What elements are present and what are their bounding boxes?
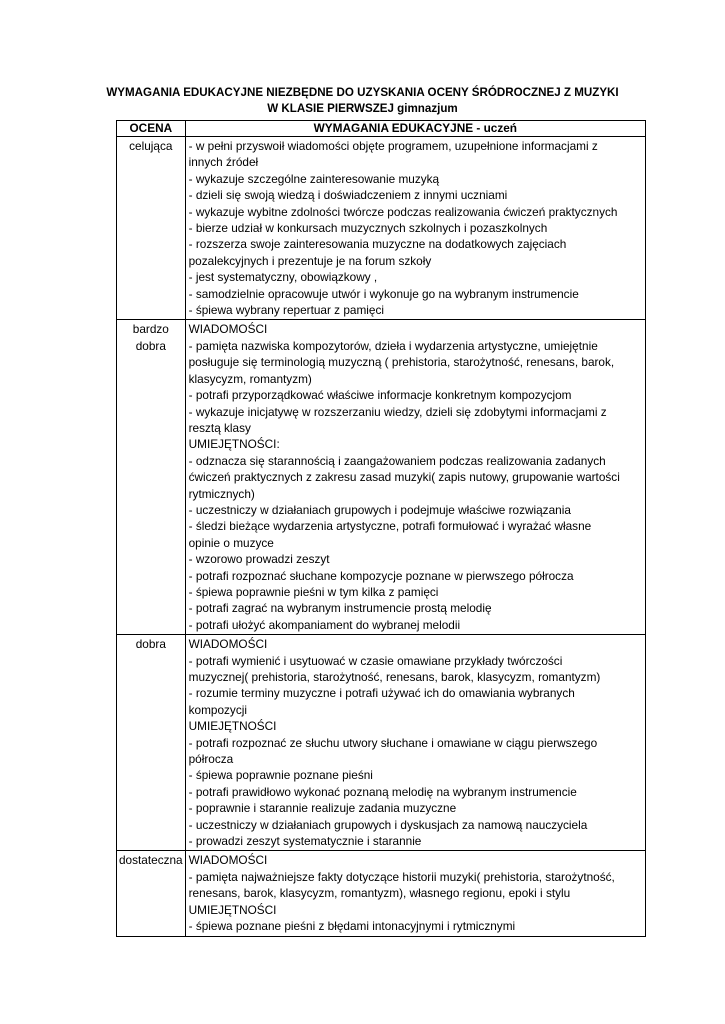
table-row [117,320,646,635]
document-title [100,85,625,117]
requirement-line: renesans, barok, klasycyzm, romantyzm), własnego regionu, epoki i stylu [188,886,571,901]
requirements-cell [185,635,645,851]
requirement-line: - śpiewa poprawnie pieśni w tym kilka z pamięci [188,584,439,599]
header-requirements: WYMAGANIA EDUKACYJNE - uczeń [185,121,645,137]
requirement-line: - rozszerza swoje zainteresowania muzyczne na dodatkowych zajęciach [188,237,567,252]
requirement-line: WIADOMOŚCI [188,322,268,337]
requirement-line: - śpiewa poprawnie poznane pieśni [188,768,373,783]
requirement-line: - poprawnie i starannie realizuje zadania muzyczne [188,801,457,816]
requirement-line: - potrafi rozpoznać ze słuchu utwory słuchane i omawiane w ciągu pierwszego [188,735,598,750]
requirement-line: - wykazuje szczególne zainteresowanie muzyką [188,171,440,186]
grade-cell: bardzo dobra [117,320,186,635]
header-grade: OCENA [117,121,186,137]
requirement-line: - uczestniczy w działaniach grupowych i podejmuje właściwe rozwiązania [188,502,571,517]
requirement-line: półrocza [188,752,234,767]
title-line-1: WYMAGANIA EDUKACYJNE NIEZBĘDNE DO UZYSKANIA OCENY ŚRÓDROCZNEJ Z MUZYKI [106,86,619,99]
requirement-line: - odznacza się starannością i zaangażowaniem podczas realizowania zadanych [188,453,606,468]
requirement-line: - potrafi przyporządkować właściwe informacje konkretnym kompozycjom [188,388,572,403]
requirement-line: WIADOMOŚCI [188,853,268,868]
requirement-line: - jest systematyczny, obowiązkowy , [188,270,378,285]
requirement-line: - potrafi zagrać na wybranym instrumencie prostą melodię [188,601,492,616]
requirement-line: - wykazuje inicjatywę w rozszerzaniu wiedzy, dzieli się zdobytymi informacjami z [188,404,607,419]
table-row [117,137,646,320]
requirement-line: - pamięta najważniejsze fakty dotyczące historii muzyki( prehistoria, starożytność, [188,869,615,884]
requirement-line: - potrafi ułożyć akompaniament do wybranej melodii [188,617,461,632]
requirement-line: UMIEJĘTNOŚCI: [188,437,280,452]
requirements-cell [185,137,645,320]
requirement-line: pozalekcyjnych i prezentuje je na forum szkoły [188,253,432,268]
requirement-line: muzycznej( prehistoria, starożytność, renesans, barok, klasycyzm, romantyzm) [188,670,601,684]
requirement-line: - śpiewa wybrany repertuar z pamięci [188,303,385,318]
requirements-cell [185,320,645,635]
requirement-line: klasycyzm, romantyzm) [188,371,312,386]
title-line-2: W KLASIE PIERWSZEJ gimnazjum [267,102,458,115]
requirement-line: - prowadzi zeszyt systematycznie i starannie [188,834,422,849]
requirement-line: opinie o muzyce [188,535,274,550]
requirement-line: - dzieli się swoją wiedzą i doświadczeniem z innymi uczniami [188,188,508,203]
requirement-line: UMIEJĘTNOŚCI [188,902,277,917]
requirement-line: - rozumie terminy muzyczne i potrafi używać ich do omawiania wybranych [188,686,575,701]
requirement-line: kompozycji [188,702,247,717]
requirement-line: - wykazuje wybitne zdolności twórcze podczas realizowania ćwiczeń praktycznych [188,204,618,219]
grade-cell: celująca [117,137,186,320]
requirements-cell [185,851,645,936]
requirement-line: UMIEJĘTNOŚCI [188,719,277,734]
requirement-line: - uczestniczy w działaniach grupowych i dyskusjach za namową nauczyciela [188,817,588,832]
requirement-line: ćwiczeń praktycznych z zakresu zasad muzyki( zapis nutowy, grupowanie wartości [188,470,620,485]
table-row [117,851,646,936]
requirements-table [116,120,646,937]
requirement-line: - potrafi wymienić i usytuować w czasie omawiane przykłady twórczości [188,653,563,668]
requirement-line: - śledzi bieżące wydarzenia artystyczne, potrafi formułować i wyrażać własne [188,519,592,534]
grade-cell: dobra [117,635,186,851]
requirement-line: posługuje się terminologią muzyczną ( prehistoria, starożytność, renesans, barok, [188,355,615,370]
table-row [117,635,646,851]
requirement-line: - wzorowo prowadzi zeszyt [188,552,330,567]
requirement-line: - w pełni przyswoił wiadomości objęte programem, uzupełnione informacjami z [188,139,598,153]
table-header-row [117,121,646,137]
requirement-line: - śpiewa poznane pieśni z błędami intonacyjnymi i rytmicznymi [188,919,516,934]
grade-cell: dostateczna [117,851,186,936]
requirement-line: resztą klasy [188,420,251,435]
requirement-line: innych źródeł [188,155,259,170]
requirement-line: - pamięta nazwiska kompozytorów, dzieła i wydarzenia artystyczne, umiejętnie [188,338,598,353]
requirement-line: - potrafi prawidłowo wykonać poznaną melodię na wybranym instrumencie [188,784,577,799]
requirement-line: WIADOMOŚCI [188,637,268,652]
table-body [117,137,646,937]
requirement-line: - samodzielnie opracowuje utwór i wykonuje go na wybranym instrumencie [188,286,579,301]
requirement-line: rytmicznych) [188,486,255,501]
requirement-line: - bierze udział w konkursach muzycznych szkolnych i pozaszkolnych [188,221,548,236]
requirement-line: - potrafi rozpoznać słuchane kompozycje poznane w pierwszego półrocza [188,568,574,583]
